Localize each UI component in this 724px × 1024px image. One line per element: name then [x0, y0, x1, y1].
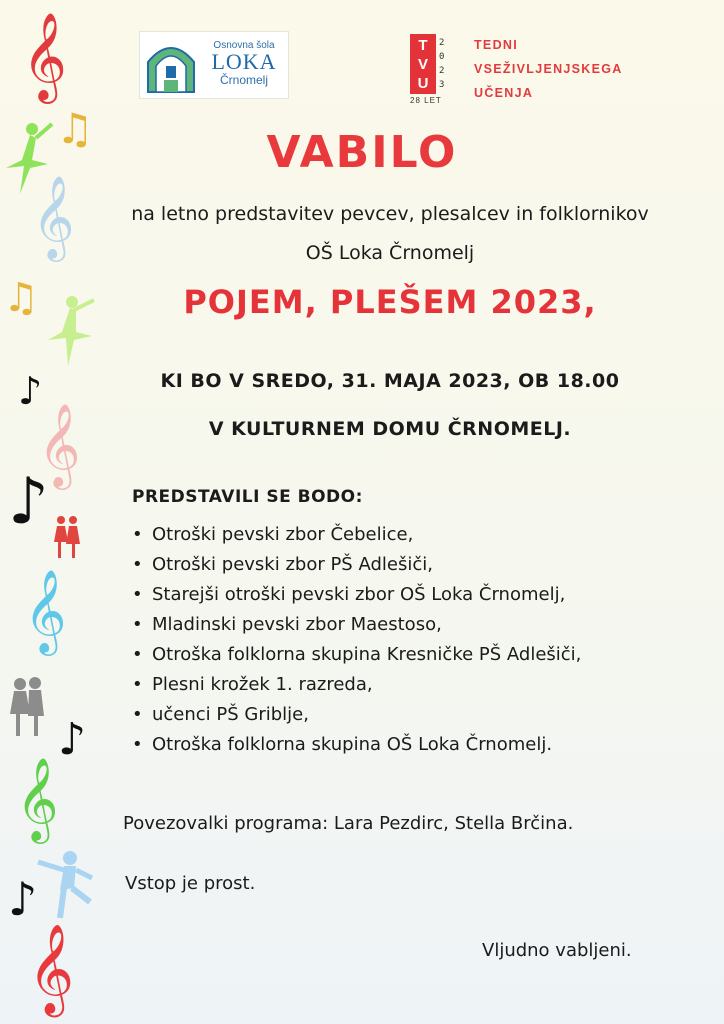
- event-name: POJEM, PLEŠEM 2023,: [183, 283, 597, 321]
- treble-clef-icon: 𝄞: [24, 568, 67, 652]
- jumping-dancer-icon: [34, 848, 96, 920]
- performers-heading: PREDSTAVILI SE BODO:: [132, 487, 363, 507]
- event-date: KI BO V SREDO, 31. MAJA 2023, OB 18.00: [160, 370, 620, 392]
- tvu-letter: T: [418, 37, 428, 54]
- eighth-note-icon: ♪: [8, 872, 38, 926]
- tvu-letter: V: [417, 56, 428, 73]
- closing-text: Vljudno vabljeni.: [482, 940, 632, 961]
- school-logo-line2: LOKA: [211, 49, 277, 74]
- tvu-logo: [410, 34, 468, 106]
- double-note-icon: ♫: [3, 275, 39, 321]
- entry-text: Vstop je prost.: [125, 873, 256, 894]
- treble-clef-icon: 𝄞: [32, 174, 75, 258]
- eighth-note-icon: ♪: [8, 465, 49, 539]
- tvu-year-digit: 3: [439, 80, 445, 90]
- event-venue: V KULTURNEM DOMU ČRNOMELJ.: [208, 418, 572, 440]
- school-logo-line3: Črnomelj: [219, 73, 268, 87]
- list-item: • Otroški pevski zbor Čebelice,: [132, 520, 581, 550]
- page-title: VABILO: [266, 127, 458, 178]
- performers-list: [132, 520, 581, 760]
- hosts-text: Povezovalki programa: Lara Pezdirc, Stella Brčina.: [123, 813, 574, 834]
- school-building-icon: [144, 36, 198, 96]
- tvu-text: [474, 33, 623, 105]
- tvu-year-digit: 2: [439, 66, 445, 76]
- list-item: • učenci PŠ Griblje,: [132, 700, 581, 730]
- tvu-years-label: 28 LET: [410, 96, 442, 105]
- list-item: • Starejši otroški pevski zbor OŠ Loka Črnomelj,: [132, 580, 581, 610]
- dancing-couple-icon: [8, 676, 46, 738]
- list-item: • Otroški pevski zbor PŠ Adlešiči,: [132, 550, 581, 580]
- list-item: • Otroška folklorna skupina Kresničke PŠ Adlešiči,: [132, 640, 581, 670]
- treble-clef-icon: 𝄞: [38, 402, 81, 486]
- double-note-icon: ♫: [56, 104, 94, 153]
- subtitle-line-2: OŠ Loka Črnomelj: [305, 242, 475, 264]
- list-item: • Plesni krožek 1. razreda,: [132, 670, 581, 700]
- tvu-text-line: VSEŽIVLJENJSKEGA: [474, 62, 623, 76]
- school-logo-line1: Osnovna šola: [213, 40, 275, 51]
- eighth-note-icon: ♪: [18, 369, 43, 413]
- school-logo: [139, 31, 289, 99]
- eighth-note-icon: ♪: [58, 714, 87, 765]
- tvu-year-digit: 0: [439, 52, 445, 62]
- tvu-year-digit: 2: [439, 38, 445, 48]
- tvu-letter: U: [417, 75, 429, 92]
- list-item: • Otroška folklorna skupina OŠ Loka Črnomelj.: [132, 730, 581, 760]
- treble-clef-icon: 𝄞: [28, 924, 75, 1014]
- list-item: • Mladinski pevski zbor Maestoso,: [132, 610, 581, 640]
- dancing-couple-icon: [52, 514, 82, 560]
- tvu-text-line: UČENJA: [474, 86, 534, 100]
- subtitle-line-1: na letno predstavitev pevcev, plesalcev in folklornikov: [131, 203, 649, 225]
- treble-clef-icon: 𝄞: [22, 11, 67, 100]
- tvu-text-line: TEDNI: [474, 38, 518, 52]
- treble-clef-icon: 𝄞: [16, 756, 59, 840]
